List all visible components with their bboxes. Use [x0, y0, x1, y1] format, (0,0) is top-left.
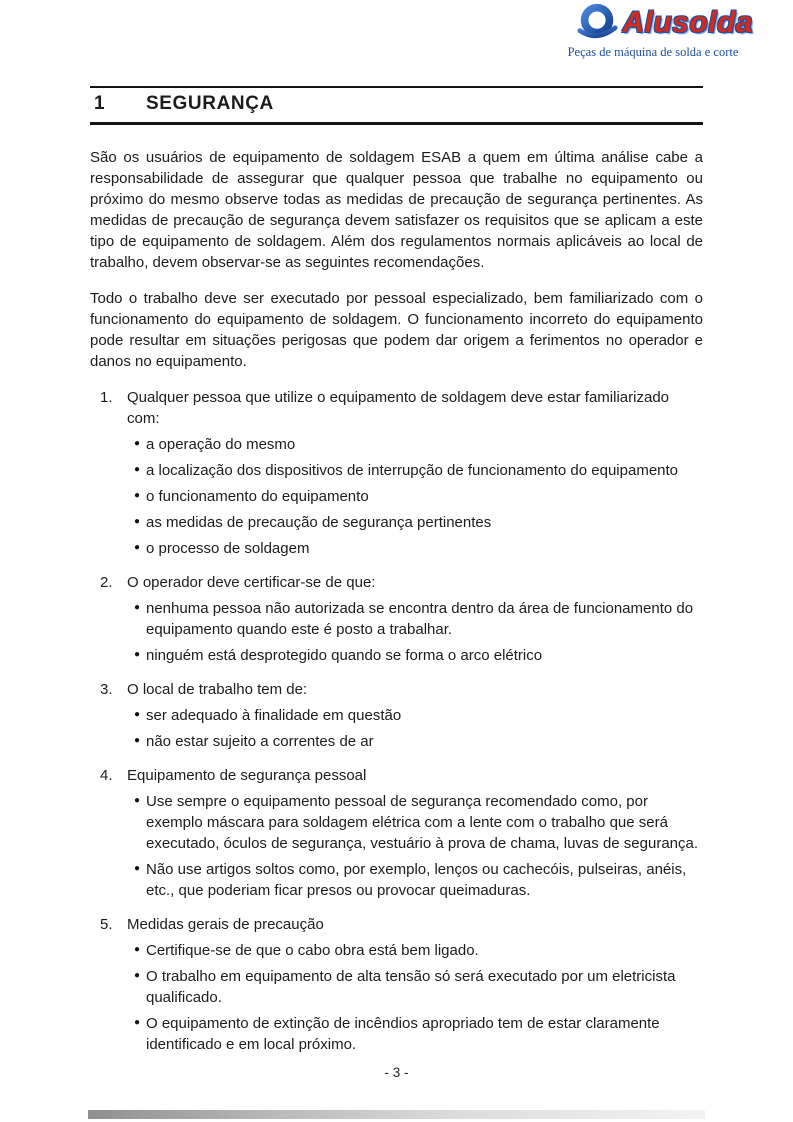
bullet-item — [127, 1013, 703, 1055]
bullet-icon: ● — [134, 542, 141, 553]
bullet-item — [127, 859, 703, 901]
bullet-icon: ● — [134, 1017, 141, 1028]
bullet-text: nenhuma pessoa não autorizada se encontra dentro da área de funcionamento do equipamento quando este é posto a trabalhar. — [146, 600, 694, 638]
bullet-icon: ● — [134, 863, 141, 874]
bullet-icon: ● — [134, 970, 141, 981]
safety-list — [90, 387, 703, 1055]
item-number: 3. — [100, 681, 113, 698]
bullet-item — [127, 966, 703, 1008]
bullet-text: não estar sujeito a correntes de ar — [146, 733, 374, 750]
brand-tagline: Peças de máquina de solda e corte — [567, 45, 739, 59]
item-label: Equipamento de segurança pessoal — [127, 767, 367, 784]
bullet-item — [127, 486, 703, 507]
item-label: Qualquer pessoa que utilize o equipamento de soldagem deve estar familiarizado com: — [127, 389, 669, 427]
item-label: O local de trabalho tem de: — [127, 681, 308, 698]
bullet-item — [127, 598, 703, 640]
bullet-text: as medidas de precaução de segurança pertinentes — [146, 514, 492, 531]
section-title: SEGURANÇA — [146, 93, 274, 114]
bullet-text: O trabalho em equipamento de alta tensão só será executado por um eletricista qualificado. — [146, 968, 676, 1006]
bullet-text: O equipamento de extinção de incêndios apropriado tem de estar claramente identificado e em local próximo. — [146, 1015, 660, 1053]
section-heading — [90, 88, 703, 122]
heading-rule-bottom — [90, 122, 703, 125]
bullet-text: a operação do mesmo — [146, 436, 296, 453]
bullet-icon: ● — [134, 602, 141, 613]
bullet-icon: ● — [134, 438, 141, 449]
list-item-3 — [90, 679, 703, 752]
brand-name: Alusolda — [622, 6, 753, 39]
bullet-item — [127, 512, 703, 533]
bullet-text: Certifique-se de que o cabo obra está bem ligado. — [146, 942, 479, 959]
bullet-text: o processo de soldagem — [146, 540, 310, 557]
bullet-text: a localização dos dispositivos de interrupção de funcionamento do equipamento — [146, 462, 679, 479]
bullet-icon: ● — [134, 516, 141, 527]
page-number: - 3 - — [384, 1065, 409, 1080]
bullet-icon: ● — [134, 464, 141, 475]
intro-paragraph-2: Todo o trabalho deve ser executado por pessoal especializado, bem familiarizado com o funcionamento do equipamento de soldagem. O funcionamento incorreto do equipamento pode resultar em situações perigosas que podem dar origem a ferimentos no operador e danos no equipamento. — [90, 290, 703, 370]
bullet-icon: ● — [134, 709, 141, 720]
bullet-text: Use sempre o equipamento pessoal de segurança recomendado como, por exemplo máscara para soldagem elétrica com a lente com o trabalho que será executado, óculos de segurança, vestuário à prova de chama, luvas de segurança. — [146, 793, 699, 852]
item-label: Medidas gerais de precaução — [127, 916, 324, 933]
bullet-text: ninguém está desprotegido quando se forma o arco elétrico — [146, 647, 543, 664]
bullet-icon: ● — [134, 490, 141, 501]
list-item-2 — [90, 572, 703, 666]
bullet-item — [127, 791, 703, 854]
bullet-item — [127, 731, 703, 752]
item-number: 2. — [100, 574, 113, 591]
bullet-text: o funcionamento do equipamento — [146, 488, 369, 505]
bullet-item — [127, 434, 703, 455]
item-number: 1. — [100, 389, 113, 406]
bullet-text: Não use artigos soltos como, por exemplo, lenços ou cachecóis, pulseiras, anéis, etc., que poderiam ficar presos ou provocar queimaduras. — [146, 861, 687, 899]
bullet-item — [127, 538, 703, 559]
intro-paragraph-1: São os usuários de equipamento de soldagem ESAB a quem em última análise cabe a responsabilidade de assegurar que qualquer pessoa que trabalhe no equipamento ou próximo do mesmo observe todas as medidas de precaução de segurança pertinentes. As medidas de precaução de segurança devem satisfazer os requisitos que se aplicam a este tipo de equipamento de soldagem. Além dos regulamentos normais aplicáveis ao local de trabalho, devem observar-se as seguintes recomendações. — [90, 149, 703, 271]
list-item-4 — [90, 765, 703, 901]
list-item-1 — [90, 387, 703, 559]
bullet-icon: ● — [134, 944, 141, 955]
bullet-icon: ● — [134, 649, 141, 660]
item-number: 4. — [100, 767, 113, 784]
bullet-icon: ● — [134, 735, 141, 746]
bullet-icon: ● — [134, 795, 141, 806]
bullet-item — [127, 460, 703, 481]
item-label: O operador deve certificar-se de que: — [127, 574, 376, 591]
bullet-item — [127, 940, 703, 961]
bullet-text: ser adequado à finalidade em questão — [146, 707, 402, 724]
list-item-5 — [90, 914, 703, 1055]
item-number: 5. — [100, 916, 113, 933]
section-number: 1 — [94, 93, 105, 114]
bullet-item — [127, 705, 703, 726]
bullet-item — [127, 645, 703, 666]
footer-gradient-bar — [88, 1110, 705, 1119]
page-content — [90, 0, 703, 1055]
